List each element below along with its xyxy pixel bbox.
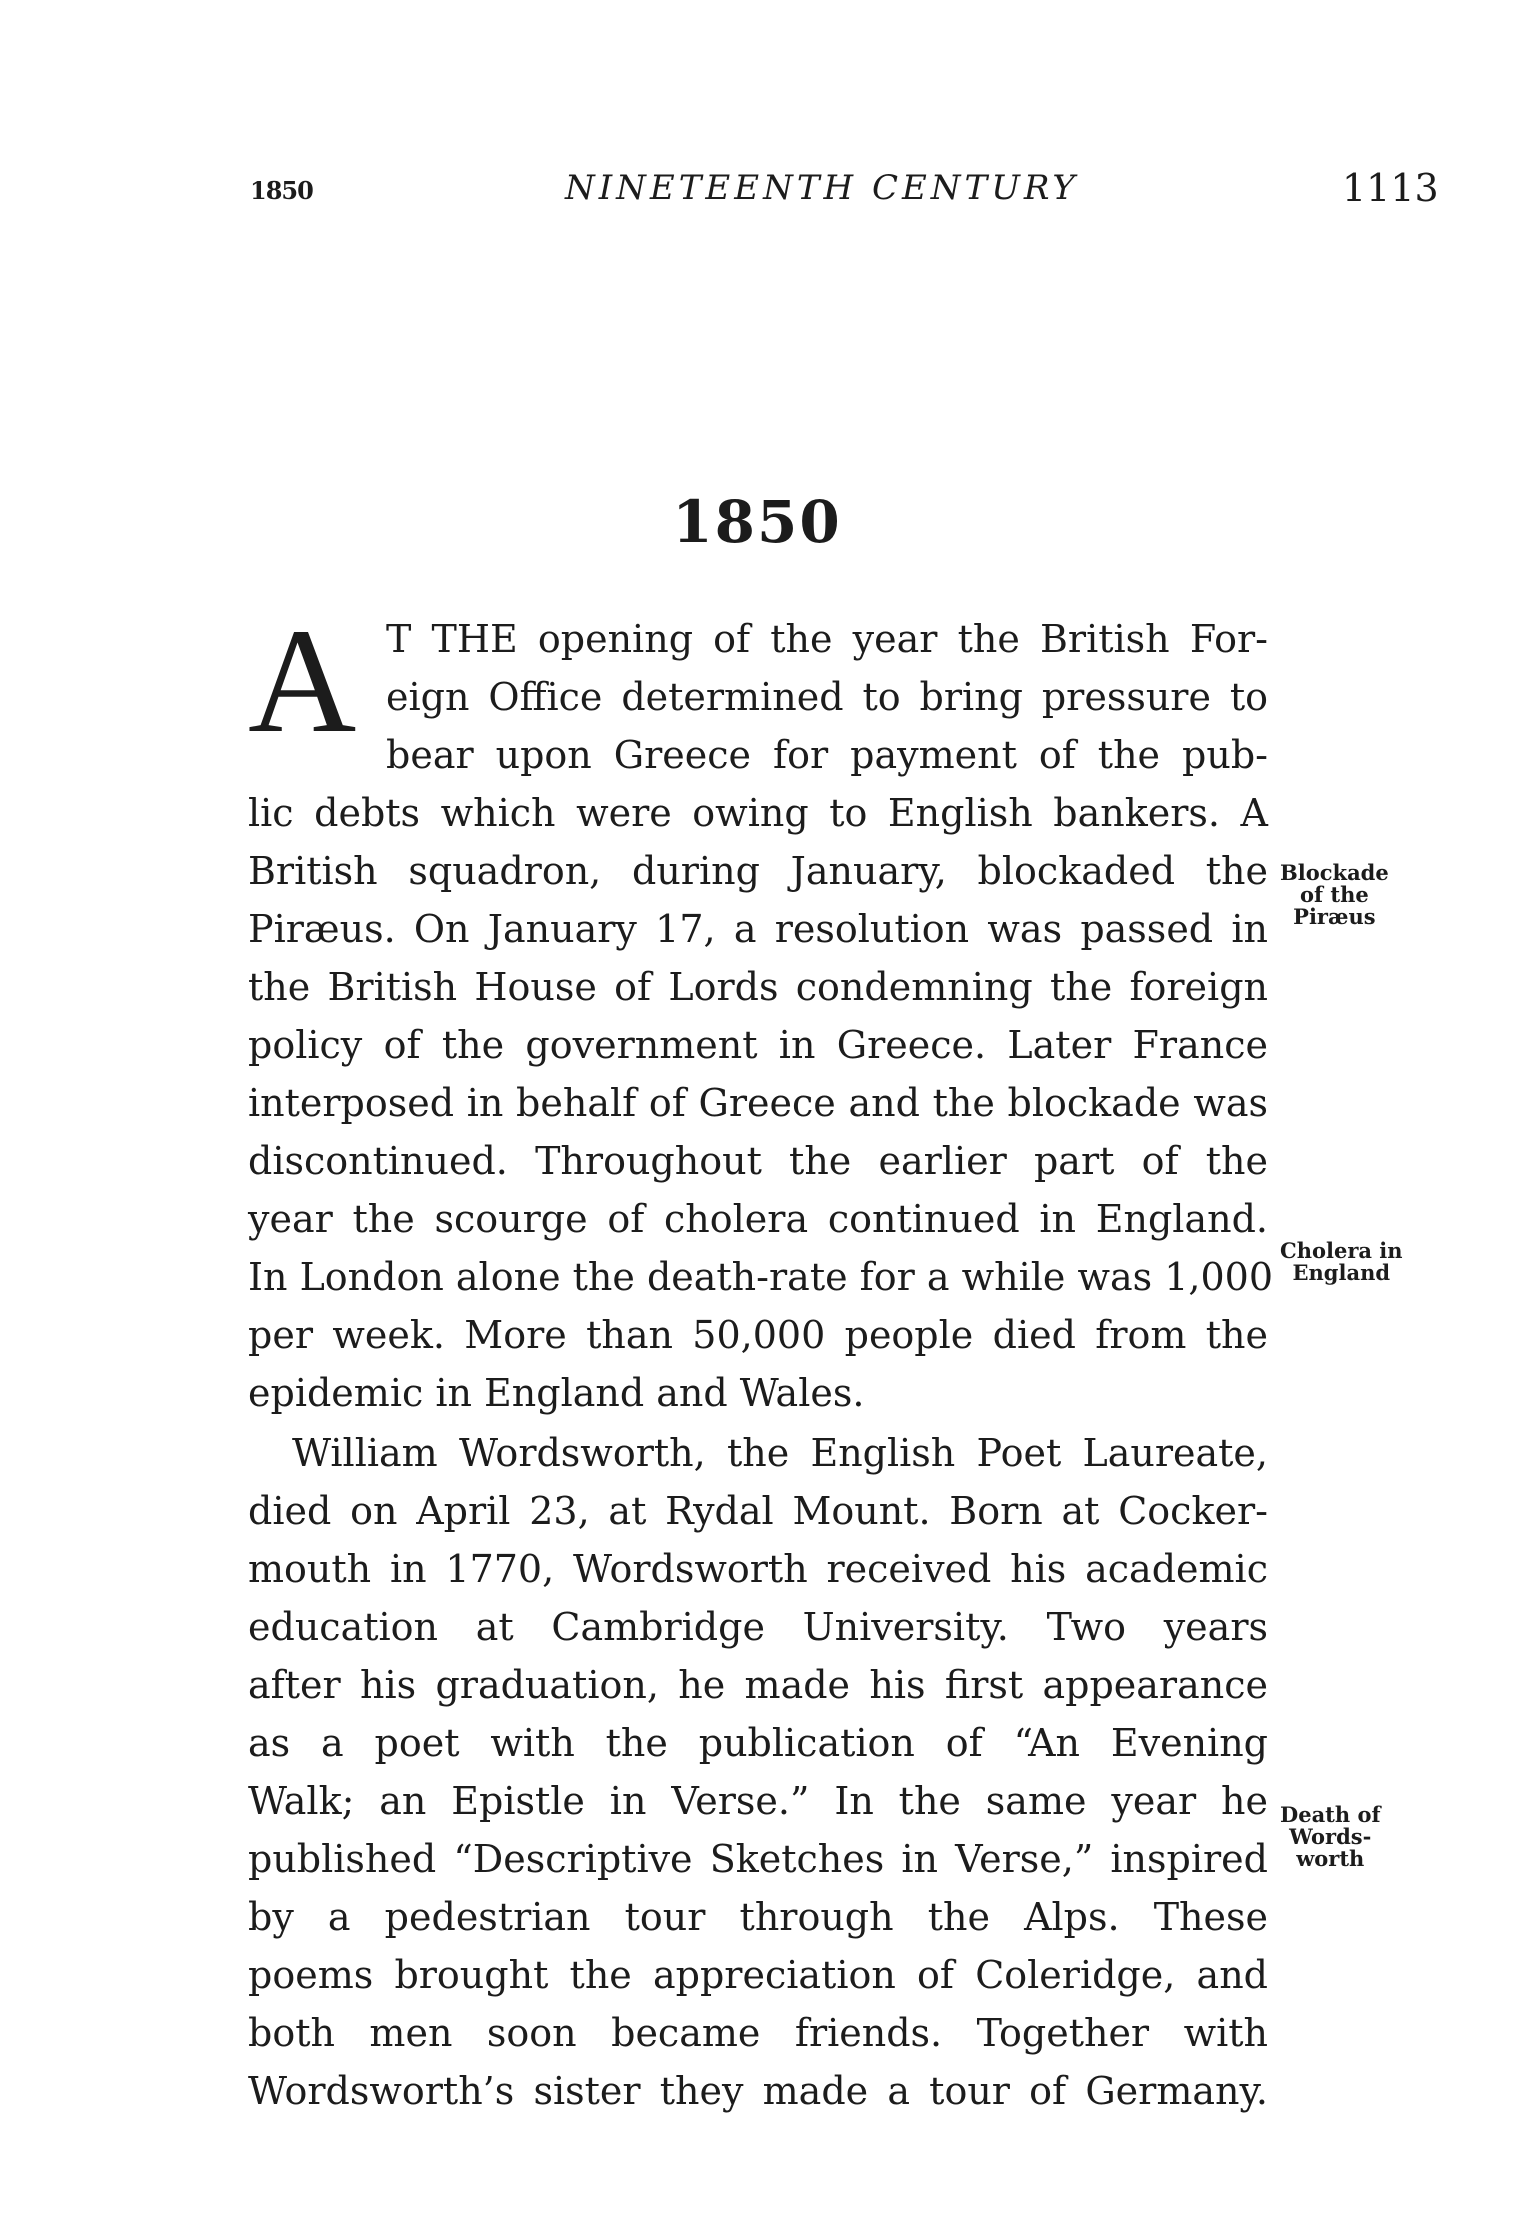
margin-note-wordsworth (1280, 1804, 1381, 1870)
text-line: poems brought the appreciation of Coleridge, and (248, 1953, 1268, 1997)
text-line: Piræus. On January 17, a resolution was passed in (248, 907, 1268, 951)
text-line: both men soon became friends. Together with (248, 2011, 1268, 2055)
text-line: In London alone the death-rate for a while was 1,000 (248, 1255, 1273, 1299)
text-line: published “Descriptive Sketches in Verse,” inspired (248, 1837, 1268, 1881)
margin-note-line: worth (1296, 1846, 1365, 1871)
text-line: died on April 23, at Rydal Mount. Born at Cocker- (248, 1489, 1268, 1533)
margin-note-line: of the (1300, 882, 1369, 907)
running-head (0, 168, 1514, 218)
text-line: interposed in behalf of Greece and the blockade was (248, 1081, 1268, 1125)
margin-note-line: Cholera in (1280, 1238, 1403, 1263)
drop-cap: A (248, 598, 357, 764)
margin-note-blockade (1280, 862, 1389, 928)
text-line: discontinued. Throughout the earlier part of the (248, 1139, 1268, 1183)
text-line: mouth in 1770, Wordsworth received his academic (248, 1547, 1268, 1591)
text-line: by a pedestrian tour through the Alps. These (248, 1895, 1268, 1939)
text-line: as a poet with the publication of “An Evening (248, 1721, 1268, 1765)
running-head-title: NINETEENTH CENTURY (565, 168, 1079, 208)
margin-note-cholera (1280, 1240, 1403, 1284)
text-line: the British House of Lords condemning the foreign (248, 965, 1268, 1009)
text-line: British squadron, during January, blockaded the (248, 849, 1268, 893)
text-line: William Wordsworth, the English Poet Laureate, (292, 1431, 1268, 1475)
text-line: per week. More than 50,000 people died from the (248, 1313, 1268, 1357)
text-line: Wordsworth’s sister they made a tour of Germany. (248, 2069, 1268, 2113)
text-line: Walk; an Epistle in Verse.” In the same year he (248, 1779, 1268, 1823)
margin-note-line: England (1292, 1260, 1391, 1285)
page-number: 1113 (1342, 166, 1439, 210)
text-line: epidemic in England and Wales. (248, 1371, 865, 1415)
margin-note-line: Words- (1289, 1824, 1372, 1849)
margin-note-line: Piræus (1293, 904, 1376, 929)
text-line: T THE opening of the year the British For- (386, 617, 1268, 661)
year-heading: 1850 (672, 488, 842, 556)
margin-note-line: Death of (1280, 1802, 1381, 1827)
text-line: lic debts which were owing to English bankers. A (248, 791, 1268, 835)
text-line: year the scourge of cholera continued in England. (248, 1197, 1268, 1241)
running-head-year: 1850 (250, 176, 313, 205)
text-line: education at Cambridge University. Two years (248, 1605, 1268, 1649)
text-line: bear upon Greece for payment of the pub- (386, 733, 1268, 777)
text-line: policy of the government in Greece. Later France (248, 1023, 1268, 1067)
text-line: after his graduation, he made his first appearance (248, 1663, 1268, 1707)
text-line: eign Office determined to bring pressure to (386, 675, 1268, 719)
margin-note-line: Blockade (1280, 860, 1389, 885)
